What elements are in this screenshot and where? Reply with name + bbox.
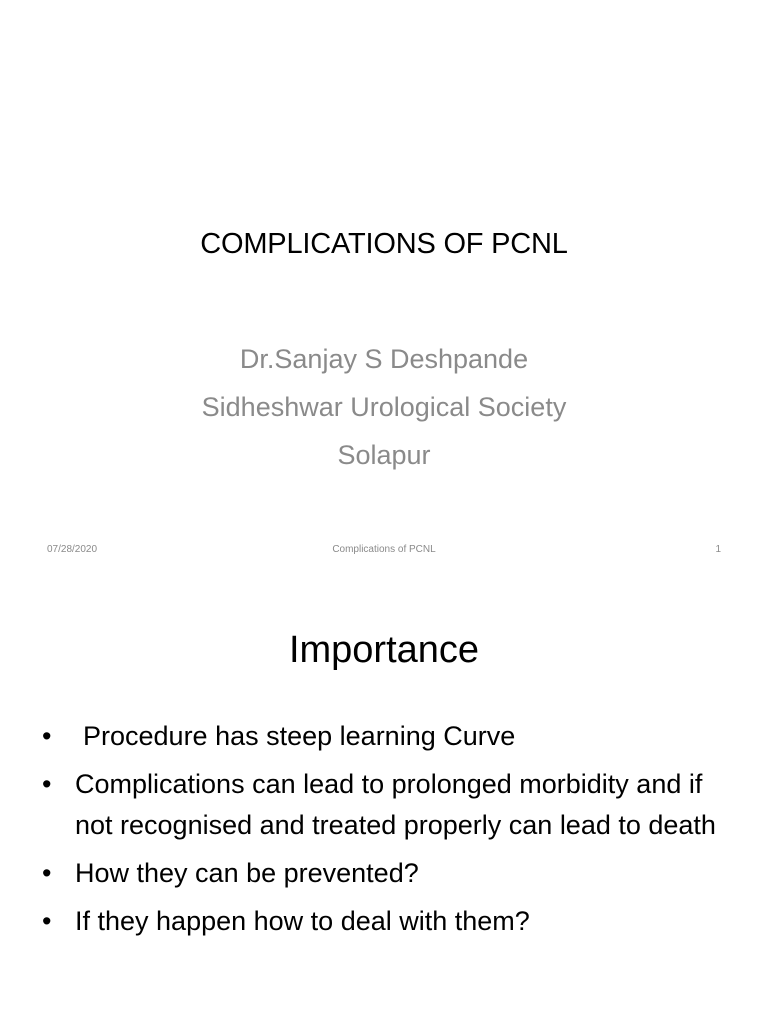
list-item (42, 901, 732, 942)
bullet-icon: • (42, 721, 52, 751)
bullet-icon: • (42, 769, 52, 799)
list-item-text: Complications can lead to prolonged morbidity and if not recognised and treated properly can lead to death (75, 769, 716, 840)
list-item (42, 853, 732, 894)
content-slide (0, 576, 768, 1024)
list-item-text: How they can be prevented? (75, 858, 419, 888)
list-item-text: If they happen how to deal with them? (75, 906, 530, 936)
author-name: Dr.Sanjay S Deshpande (239, 344, 529, 374)
slide-number: 1 (715, 544, 721, 555)
list-item (42, 716, 732, 757)
bullet-list (42, 716, 732, 949)
location-name: Solapur (337, 440, 431, 470)
bullet-icon: • (42, 858, 52, 888)
bullet-icon: • (42, 906, 52, 936)
slide-title: Importance (288, 629, 480, 671)
slide-subtitle (0, 335, 768, 479)
organization-name: Sidheshwar Urological Society (201, 392, 567, 422)
footer-title: Complications of PCNL (332, 544, 436, 555)
list-item (42, 764, 732, 846)
slide-title: COMPLICATIONS OF PCNL (200, 228, 568, 260)
footer-date: 07/28/2020 (47, 544, 98, 555)
list-item-text: Procedure has steep learning Curve (83, 721, 516, 751)
